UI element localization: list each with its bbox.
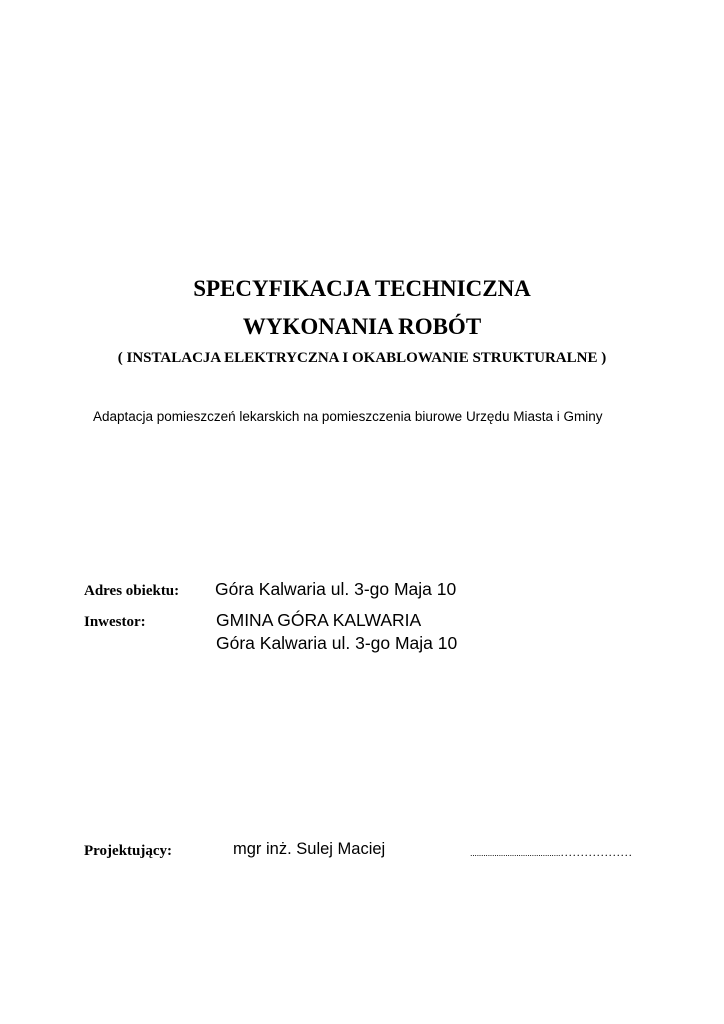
project-description: Adaptacja pomieszczeń lekarskich na pomieszczenia biurowe Urzędu Miasta i Gminy (93, 409, 603, 424)
document-title-line-1: SPECYFIKACJA TECHNICZNA (193, 276, 531, 301)
signature-dots-coarse: ……………… (560, 845, 633, 859)
investor-address: Góra Kalwaria ul. 3-go Maja 10 (216, 633, 458, 653)
designer-label: Projektujący: (84, 843, 173, 859)
designer-name: mgr inż. Sulej Maciej (233, 840, 386, 858)
document-title-line-2: WYKONANIA ROBÓT (242, 314, 482, 339)
signature-dots-fine: ......................................... (470, 848, 561, 858)
address-value: Góra Kalwaria ul. 3-go Maja 10 (215, 579, 457, 599)
investor-name: GMINA GÓRA KALWARIA (216, 610, 422, 630)
document-subtitle: ( INSTALACJA ELEKTRYCZNA I OKABLOWANIE STRUKTURALNE ) (117, 350, 607, 366)
address-label: Adres obiektu: (84, 583, 180, 599)
signature-line (470, 845, 632, 860)
investor-label: Inwestor: (84, 614, 146, 630)
